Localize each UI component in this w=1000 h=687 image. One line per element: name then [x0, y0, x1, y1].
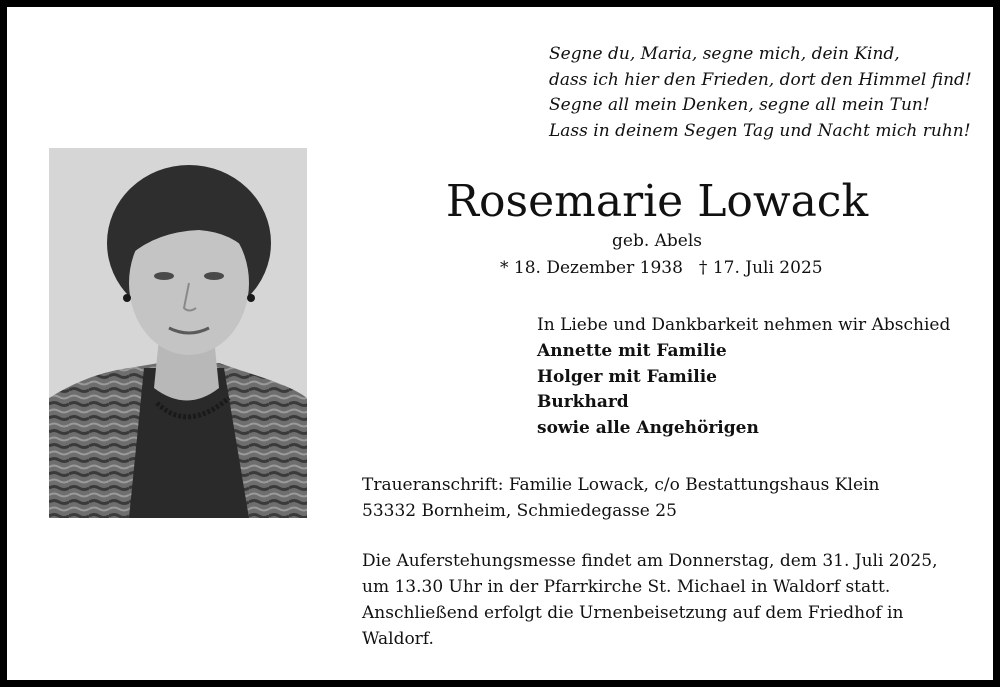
service-line: um 13.30 Uhr in der Pfarrkirche St. Michael in Waldorf statt.	[362, 577, 891, 597]
poem-line: Lass in deinem Segen Tag und Nacht mich ruhn!	[549, 120, 971, 141]
poem-line: Segne all mein Denken, segne all mein Tun!	[549, 95, 930, 115]
service-line: Waldorf.	[362, 629, 434, 649]
maiden-name: geb. Abels	[612, 231, 703, 251]
address-line: 53332 Bornheim, Schmiedegasse 25	[362, 501, 677, 521]
poem-line: Segne du, Maria, segne mich, dein Kind,	[549, 44, 900, 64]
mourner-name: sowie alle Angehörigen	[537, 418, 759, 439]
service-info	[362, 548, 937, 652]
poem-line: dass ich hier den Frieden, dort den Himmel find!	[549, 69, 972, 90]
mourners-intro: In Liebe und Dankbarkeit nehmen wir Abschied	[537, 315, 951, 335]
mourner-name: Holger mit Familie	[537, 366, 717, 387]
mourner-name: Annette mit Familie	[537, 340, 727, 361]
deceased-name: Rosemarie Lowack	[445, 176, 869, 227]
service-line: Anschließend erfolgt die Urnenbeisetzung auf dem Friedhof in	[362, 603, 904, 623]
mourner-name: Burkhard	[537, 392, 629, 413]
service-line: Die Auferstehungsmesse findet am Donnerstag, dem 31. Juli 2025,	[362, 551, 938, 571]
mourning-address	[362, 472, 879, 524]
mourners-block	[537, 313, 950, 442]
life-dates	[500, 257, 823, 279]
portrait-photo	[49, 148, 307, 518]
birth-date: * 18. Dezember 1938	[500, 258, 683, 278]
address-line: Traueranschrift: Familie Lowack, c/o Bestattungshaus Klein	[362, 475, 880, 495]
death-date: † 17. Juli 2025	[698, 258, 823, 278]
poem	[549, 42, 972, 144]
